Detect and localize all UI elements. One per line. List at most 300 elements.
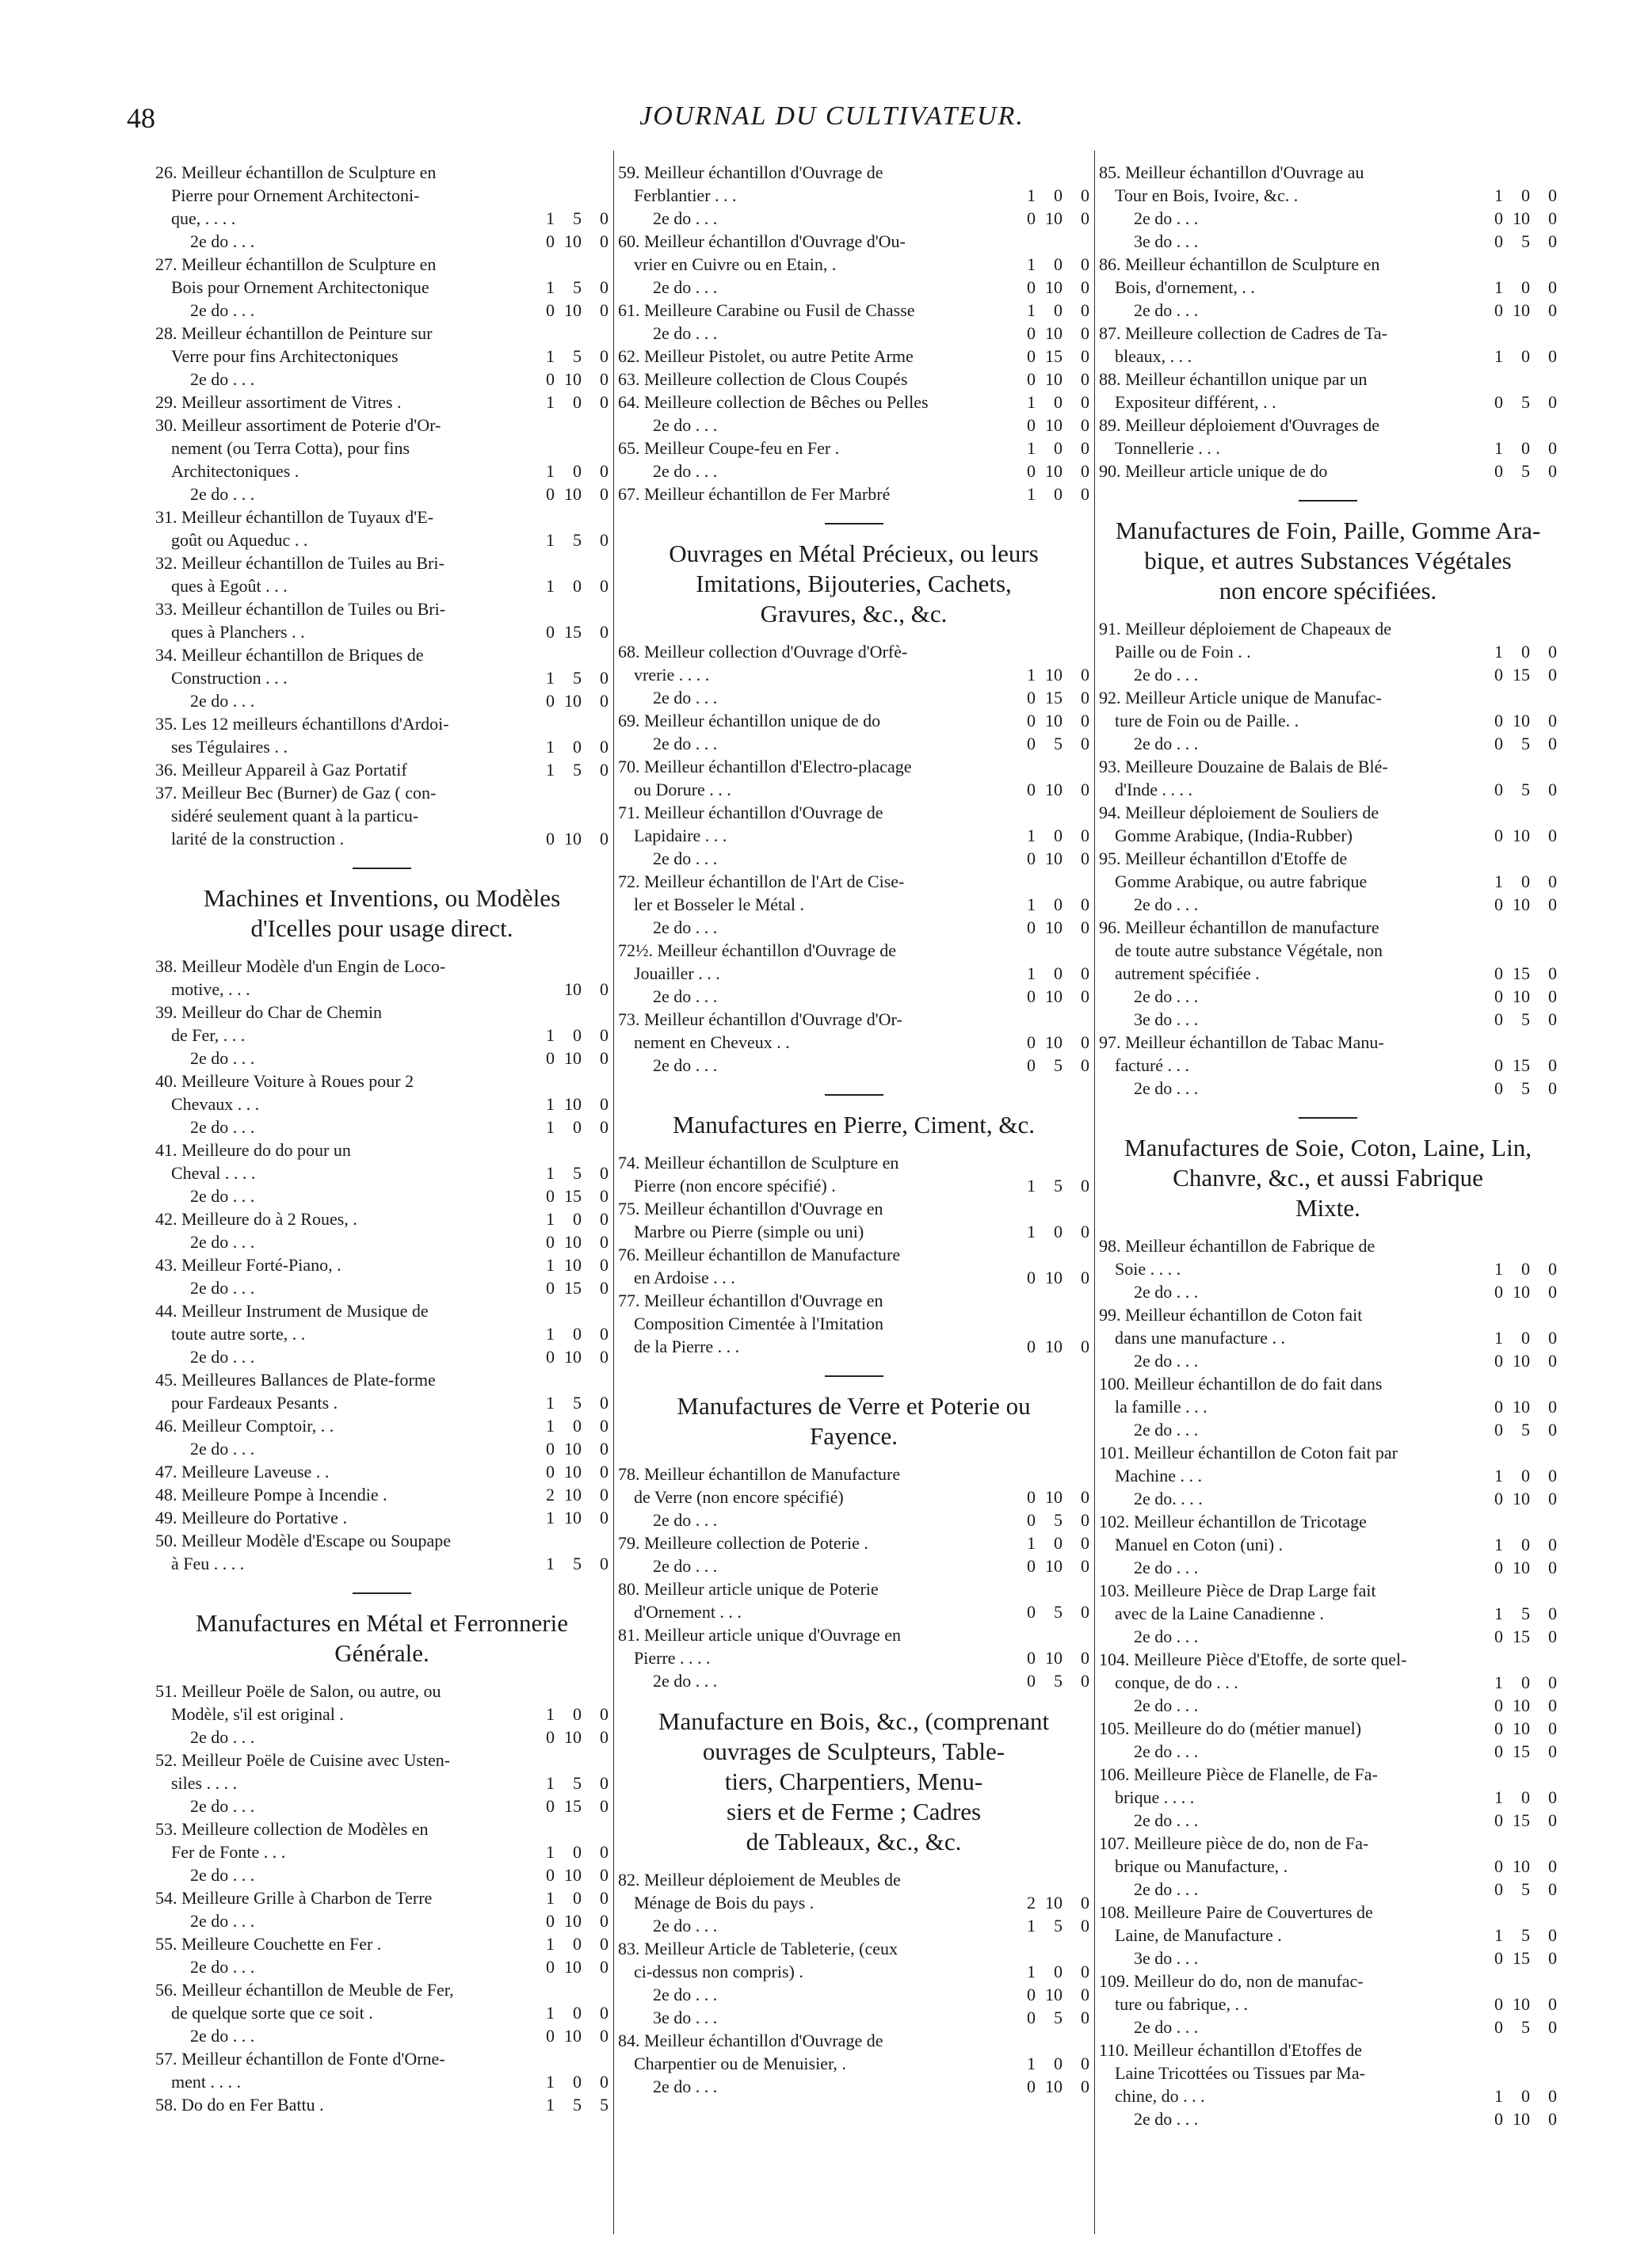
entry-line	[155, 1116, 609, 1138]
entry-text: conque, de do . . .	[1115, 1672, 1238, 1692]
section-heading	[618, 1391, 1089, 1451]
prize-amount	[1007, 276, 1089, 299]
prize-pence: 0	[1548, 300, 1557, 320]
entry-text: 30. Meilleur assortiment de Poterie d'Or-	[155, 415, 441, 435]
entry-line	[618, 1891, 1089, 1914]
entry-text: 2e do . . .	[1134, 1558, 1199, 1577]
prize-shillings: 10	[1045, 369, 1063, 389]
prize-amount	[1007, 2075, 1089, 2098]
entry-line	[1099, 1556, 1557, 1579]
prize-pounds: 1	[1027, 2054, 1036, 2073]
prize-amount	[1475, 1878, 1557, 1901]
prize-pence: 0	[1548, 1718, 1557, 1738]
prize-pounds: 0	[1494, 1420, 1503, 1440]
entry-text: siles . . . .	[171, 1773, 238, 1793]
prize-entry	[155, 322, 609, 391]
prize-pounds: 0	[546, 484, 555, 504]
prize-pounds: 0	[1494, 1718, 1503, 1738]
entry-line	[1099, 755, 1557, 778]
entry-line	[155, 368, 609, 391]
entry-text: 58. Do do en Fer Battu .	[155, 2095, 324, 2115]
prize-pence: 0	[1548, 1420, 1557, 1440]
entry-text: 2e do . . .	[190, 231, 255, 251]
entry-text: 67. Meilleur échantillon de Fer Marbré	[618, 484, 891, 504]
entry-line	[618, 824, 1089, 847]
prize-shillings: 10	[1513, 894, 1530, 914]
entry-text: 91. Meilleur déploiement de Chapeaux de	[1099, 619, 1391, 639]
section-heading-line: d'Icelles pour usage direct.	[250, 914, 513, 942]
prize-amount	[526, 574, 609, 597]
entry-text: Cheval . . . .	[171, 1163, 256, 1183]
section-heading-line: Manufactures de Soie, Coton, Laine, Lin,	[1124, 1134, 1532, 1161]
prize-amount	[1007, 847, 1089, 870]
prize-shillings: 10	[564, 1439, 582, 1459]
prize-pounds: 0	[1494, 894, 1503, 914]
prize-shillings: 0	[573, 1209, 582, 1229]
prize-pounds: 1	[546, 2072, 555, 2092]
prize-shillings: 10	[564, 979, 582, 999]
prize-shillings: 5	[573, 346, 582, 366]
entry-line	[1099, 1855, 1557, 1878]
entry-text: 2e do . . .	[190, 484, 255, 504]
prize-amount	[526, 1703, 609, 1726]
prize-pounds: 0	[1494, 711, 1503, 730]
entry-text: de Fer, . . .	[171, 1025, 246, 1045]
prize-pounds: 0	[1494, 1489, 1503, 1508]
prize-amount	[1475, 1855, 1557, 1878]
entry-line	[1099, 824, 1557, 847]
entry-line	[155, 1070, 609, 1093]
prize-shillings: 0	[1054, 484, 1063, 504]
entry-text: 2e do . . .	[1134, 1282, 1199, 1302]
prize-amount	[1475, 1008, 1557, 1031]
prize-shillings: 5	[1521, 1420, 1530, 1440]
entry-line	[155, 482, 609, 505]
prize-entry	[1099, 1372, 1557, 1441]
prize-pence: 0	[600, 2026, 609, 2046]
prize-shillings: 15	[1513, 963, 1530, 983]
entry-text: 2e do . . .	[190, 1439, 255, 1459]
prize-pounds: 1	[546, 1393, 555, 1413]
entry-line	[155, 1794, 609, 1817]
entry-text: 51. Meilleur Poële de Salon, ou autre, ou	[155, 1681, 441, 1701]
entry-line	[618, 1289, 1089, 1312]
prize-shillings: 0	[573, 1934, 582, 1954]
section-heading-line: Manufactures de Verre et Poterie ou	[677, 1392, 1031, 1420]
prize-entry	[1099, 916, 1557, 1031]
prize-shillings: 0	[1521, 871, 1530, 891]
entry-line	[155, 827, 609, 850]
entry-line	[618, 2075, 1089, 2098]
prize-amount	[1007, 962, 1089, 985]
prize-pounds: 0	[1494, 1397, 1503, 1417]
prize-shillings: 0	[1521, 346, 1530, 366]
entry-line	[618, 1554, 1089, 1577]
entry-line	[1099, 1694, 1557, 1717]
entry-text: dans une manufacture . .	[1115, 1328, 1286, 1348]
entry-text: 35. Les 12 meilleurs échantillons d'Ardoi-	[155, 714, 449, 734]
entry-text: 2e do . . .	[653, 461, 718, 481]
prize-entry	[1099, 801, 1557, 847]
prize-shillings: 5	[573, 1393, 582, 1413]
prize-pence: 0	[1548, 277, 1557, 297]
entry-line	[1099, 1372, 1557, 1395]
entry-line	[155, 1368, 609, 1391]
prize-shillings: 10	[1513, 300, 1530, 320]
prize-shillings: 15	[1045, 346, 1063, 366]
prize-pence: 0	[600, 1554, 609, 1573]
entry-line	[155, 1955, 609, 1978]
entry-text: 76. Meilleur échantillon de Manufacture	[618, 1245, 901, 1264]
prize-entry	[155, 1368, 609, 1414]
entry-text: 55. Meilleure Couchette en Fer .	[155, 1934, 382, 1954]
prize-entry	[155, 1070, 609, 1138]
prize-amount	[1007, 985, 1089, 1008]
prize-shillings: 0	[1054, 963, 1063, 983]
entry-line	[155, 1322, 609, 1345]
prize-pounds: 0	[546, 829, 555, 849]
prize-shillings: 10	[564, 1508, 582, 1527]
entry-text: 2e do . . .	[1134, 986, 1199, 1006]
entry-text: motive, . . .	[171, 979, 250, 999]
prize-pence: 0	[1548, 665, 1557, 685]
prize-pounds: 1	[546, 392, 555, 412]
prize-pounds: 1	[546, 530, 555, 550]
prize-pounds: 0	[1027, 849, 1036, 868]
prize-entry	[155, 1749, 609, 1817]
prize-amount	[1475, 437, 1557, 460]
entry-line	[618, 985, 1089, 1008]
prize-pounds: 1	[546, 208, 555, 228]
entry-text: 45. Meilleures Ballances de Plate-forme	[155, 1370, 436, 1390]
prize-pence: 0	[1548, 1466, 1557, 1486]
section-heading	[618, 1110, 1089, 1140]
prize-shillings: 0	[1054, 300, 1063, 320]
prize-amount	[1007, 663, 1089, 686]
entry-text: 60. Meilleur échantillon d'Ouvrage d'Ou-	[618, 231, 906, 251]
prize-shillings: 5	[1521, 1078, 1530, 1098]
entry-text: 103. Meilleure Pièce de Drap Large fait	[1099, 1581, 1376, 1600]
entry-line	[155, 1552, 609, 1575]
entry-line	[155, 1840, 609, 1863]
prize-amount	[526, 299, 609, 322]
prize-pence: 0	[1548, 1741, 1557, 1761]
prize-entry	[155, 2047, 609, 2093]
section-heading-line: Fayence.	[809, 1422, 898, 1450]
prize-pounds: 1	[546, 668, 555, 688]
prize-amount	[1007, 482, 1089, 505]
entry-text: 79. Meilleure collection de Poterie .	[618, 1533, 868, 1553]
prize-pence: 0	[600, 829, 609, 849]
entry-line	[155, 620, 609, 643]
entry-line	[1099, 1418, 1557, 1441]
entry-text: 2e do . . .	[653, 917, 718, 937]
prize-pence: 0	[1081, 392, 1089, 412]
prize-pence: 0	[600, 1911, 609, 1931]
prize-pence: 0	[1081, 300, 1089, 320]
prize-entry	[1099, 322, 1557, 368]
prize-pounds: 0	[1027, 2077, 1036, 2096]
entry-text: 107. Meilleure pièce de do, non de Fa-	[1099, 1833, 1369, 1853]
entry-text: 2e do . . .	[1134, 1741, 1199, 1761]
prize-amount	[1007, 1335, 1089, 1358]
entry-text: Charpentier ou de Menuisier, .	[634, 2054, 846, 2073]
entry-text: Jouailler . . .	[634, 963, 720, 983]
entry-line	[155, 758, 609, 781]
prize-pounds: 1	[1027, 1176, 1036, 1196]
entry-line	[1099, 1303, 1557, 1326]
section-heading-line: Mixte.	[1295, 1194, 1360, 1222]
entry-line	[155, 299, 609, 322]
prize-shillings: 10	[1513, 986, 1530, 1006]
entry-text: 47. Meilleure Laveuse . .	[155, 1462, 330, 1482]
entry-line	[618, 686, 1089, 709]
entry-text: ques à Egoût . . .	[171, 576, 288, 596]
entry-line	[1099, 1947, 1557, 1970]
entry-text: 2e do . . .	[653, 849, 718, 868]
entry-text: 42. Meilleure do à 2 Roues, .	[155, 1209, 357, 1229]
prize-pence: 0	[600, 1888, 609, 1908]
entry-text: 2e do . . .	[1134, 2017, 1199, 2037]
prize-shillings: 0	[1054, 1962, 1063, 1981]
entry-line	[1099, 1832, 1557, 1855]
prize-entry	[618, 755, 1089, 801]
entry-line	[1099, 1326, 1557, 1349]
prize-pounds: 1	[1027, 1916, 1036, 1936]
prize-pence: 0	[1548, 642, 1557, 662]
prize-pence: 0	[1081, 1893, 1089, 1913]
prize-pounds: 0	[546, 1048, 555, 1068]
prize-shillings: 10	[564, 1865, 582, 1885]
entry-text: 97. Meilleur échantillon de Tabac Manu-	[1099, 1032, 1384, 1052]
entry-line	[1099, 801, 1557, 824]
prize-pence: 0	[1081, 1533, 1089, 1553]
entry-line	[618, 1243, 1089, 1266]
entry-text: larité de la construction .	[171, 829, 345, 849]
prize-amount	[1007, 1266, 1089, 1289]
prize-shillings: 0	[1521, 2086, 1530, 2106]
prize-shillings: 0	[573, 737, 582, 757]
prize-pounds: 1	[546, 1416, 555, 1436]
prize-pence: 5	[600, 2095, 609, 2115]
prize-pounds: 0	[1494, 392, 1503, 412]
prize-amount	[526, 1932, 609, 1955]
entry-line	[155, 2093, 609, 2116]
entry-text: Soie . . . .	[1115, 1259, 1181, 1279]
prize-amount	[526, 1047, 609, 1070]
prize-shillings: 15	[1513, 1741, 1530, 1761]
entry-line	[618, 1463, 1089, 1486]
entry-line	[155, 505, 609, 528]
entry-text: 108. Meilleure Paire de Couvertures de	[1099, 1902, 1373, 1922]
prize-amount	[526, 666, 609, 689]
prize-amount	[526, 1184, 609, 1207]
prize-pence: 0	[1081, 484, 1089, 504]
entry-line	[1099, 939, 1557, 962]
prize-pence: 0	[1081, 1032, 1089, 1052]
prize-shillings: 0	[1521, 1328, 1530, 1348]
entry-text: 65. Meilleur Coupe-feu en Fer .	[618, 438, 840, 458]
entry-text: 53. Meilleure collection de Modèles en	[155, 1819, 429, 1839]
prize-entry	[1099, 1763, 1557, 1832]
prize-pounds: 1	[1027, 185, 1036, 205]
entry-line	[618, 1646, 1089, 1669]
entry-line	[1099, 391, 1557, 414]
entry-text: 2e do . . .	[1134, 1078, 1199, 1098]
prize-entry	[155, 781, 609, 850]
prize-amount	[1475, 732, 1557, 755]
prize-pounds: 1	[546, 2003, 555, 2023]
prize-pence: 0	[1081, 1176, 1089, 1196]
entry-line	[1099, 460, 1557, 482]
prize-amount	[1007, 732, 1089, 755]
prize-amount	[1007, 414, 1089, 437]
prize-shillings: 10	[564, 1911, 582, 1931]
prize-entry	[1099, 2039, 1557, 2130]
prize-pence: 0	[1548, 1055, 1557, 1075]
section-heading-line: Générale.	[334, 1639, 429, 1667]
prize-amount	[1475, 962, 1557, 985]
prize-amount	[526, 1161, 609, 1184]
prize-amount	[1475, 276, 1557, 299]
entry-line	[618, 1508, 1089, 1531]
entry-text: 74. Meilleur échantillon de Sculpture en	[618, 1153, 899, 1173]
prize-entry	[618, 437, 1089, 482]
prize-entry	[155, 758, 609, 781]
entry-line	[1099, 617, 1557, 640]
prize-pence: 0	[600, 1704, 609, 1724]
prize-amount	[1475, 663, 1557, 686]
entry-text: 2e do . . .	[190, 1911, 255, 1931]
entry-line	[155, 1207, 609, 1230]
prize-pence: 0	[1081, 2054, 1089, 2073]
prize-pounds: 0	[546, 1232, 555, 1252]
prize-amount	[1475, 1487, 1557, 1510]
prize-pence: 0	[600, 530, 609, 550]
prize-pounds: 0	[1494, 2017, 1503, 2037]
entry-line	[155, 804, 609, 827]
entry-line	[1099, 1901, 1557, 1924]
prize-shillings: 5	[573, 1773, 582, 1793]
entry-line	[618, 1197, 1089, 1220]
prize-amount	[1007, 1914, 1089, 1937]
prize-shillings: 15	[1513, 1055, 1530, 1075]
prize-pence: 0	[1081, 917, 1089, 937]
prize-pence: 0	[1548, 392, 1557, 412]
entry-line	[1099, 1280, 1557, 1303]
prize-pounds: 0	[1027, 461, 1036, 481]
entry-text: Construction . . .	[171, 668, 288, 688]
entry-line	[155, 1230, 609, 1253]
entry-text: 86. Meilleur échantillon de Sculpture en	[1099, 254, 1380, 274]
prize-amount	[526, 1506, 609, 1529]
prize-pence: 0	[1548, 1489, 1557, 1508]
prize-pence: 0	[1548, 1282, 1557, 1302]
prize-shillings: 15	[1045, 688, 1063, 707]
prize-shillings: 0	[1054, 392, 1063, 412]
entry-line	[155, 978, 609, 1001]
section-heading	[1099, 1133, 1557, 1223]
prize-shillings: 10	[1045, 415, 1063, 435]
prize-entry	[618, 1623, 1089, 1692]
entry-line	[155, 1299, 609, 1322]
prize-shillings: 0	[573, 461, 582, 481]
prize-shillings: 0	[1521, 1259, 1530, 1279]
prize-pence: 0	[1548, 1604, 1557, 1623]
entry-line	[1099, 1579, 1557, 1602]
prize-pence: 0	[1548, 1672, 1557, 1692]
prize-entry	[618, 1243, 1089, 1289]
entry-line	[155, 1863, 609, 1886]
entry-text: ci-dessus non compris) .	[634, 1962, 803, 1981]
entry-text: Pierre pour Ornement Architectoni-	[171, 185, 420, 205]
prize-amount	[526, 230, 609, 253]
prize-amount	[1007, 1646, 1089, 1669]
prize-shillings: 10	[1045, 1985, 1063, 2004]
entry-line	[618, 1220, 1089, 1243]
prize-pounds: 0	[546, 691, 555, 711]
entry-text: Tour en Bois, Ivoire, &c. .	[1115, 185, 1299, 205]
prize-amount	[1007, 916, 1089, 939]
entry-line	[1099, 985, 1557, 1008]
prize-shillings: 10	[1045, 1032, 1063, 1052]
prize-amount	[1475, 207, 1557, 230]
prize-amount	[526, 1886, 609, 1909]
prize-pounds: 0	[1494, 1856, 1503, 1876]
section-heading-line: Manufactures en Pierre, Ciment, &c.	[672, 1111, 1036, 1138]
prize-pounds: 0	[1494, 1810, 1503, 1830]
prize-shillings: 5	[1521, 734, 1530, 753]
prize-pounds: 1	[1027, 300, 1036, 320]
section-heading-line: bique, et autres Substances Végétales	[1144, 547, 1512, 574]
entry-line	[1099, 2084, 1557, 2107]
section-heading-line: tiers, Charpentiers, Menu-	[724, 1768, 983, 1795]
prize-amount	[1475, 985, 1557, 1008]
prize-amount	[1007, 184, 1089, 207]
prize-pence: 0	[600, 277, 609, 297]
prize-amount	[1475, 1464, 1557, 1487]
prize-pounds: 0	[1027, 734, 1036, 753]
prize-amount	[1475, 1395, 1557, 1418]
prize-amount	[526, 1909, 609, 1932]
entry-line	[618, 1054, 1089, 1077]
prize-pence: 0	[1548, 231, 1557, 251]
prize-pounds: 2	[546, 1485, 555, 1505]
prize-pence: 0	[600, 1117, 609, 1137]
prize-pounds: 1	[1494, 1466, 1503, 1486]
prize-pounds	[528, 978, 555, 1001]
prize-pence: 0	[1548, 1397, 1557, 1417]
entry-text: ses Tégulaires . .	[171, 737, 288, 757]
prize-pence: 0	[1081, 1510, 1089, 1530]
entry-line	[618, 368, 1089, 391]
prize-shillings: 0	[1054, 1533, 1063, 1553]
prize-shillings: 10	[1513, 1397, 1530, 1417]
entry-text: 2e do . . .	[1134, 208, 1199, 228]
entry-line	[1099, 322, 1557, 345]
prize-amount	[1475, 1625, 1557, 1648]
prize-pounds: 0	[1027, 1487, 1036, 1507]
prize-pence: 0	[1548, 346, 1557, 366]
entry-text: Fer de Fonte . . .	[171, 1842, 286, 1862]
prize-amount	[1475, 824, 1557, 847]
entry-line	[155, 1680, 609, 1703]
prize-pounds: 0	[546, 1796, 555, 1816]
prize-entry	[618, 1577, 1089, 1623]
entry-text: 52. Meilleur Poële de Cuisine avec Usten-	[155, 1750, 451, 1770]
prize-pounds: 1	[546, 1209, 555, 1229]
prize-pence: 0	[1548, 871, 1557, 891]
